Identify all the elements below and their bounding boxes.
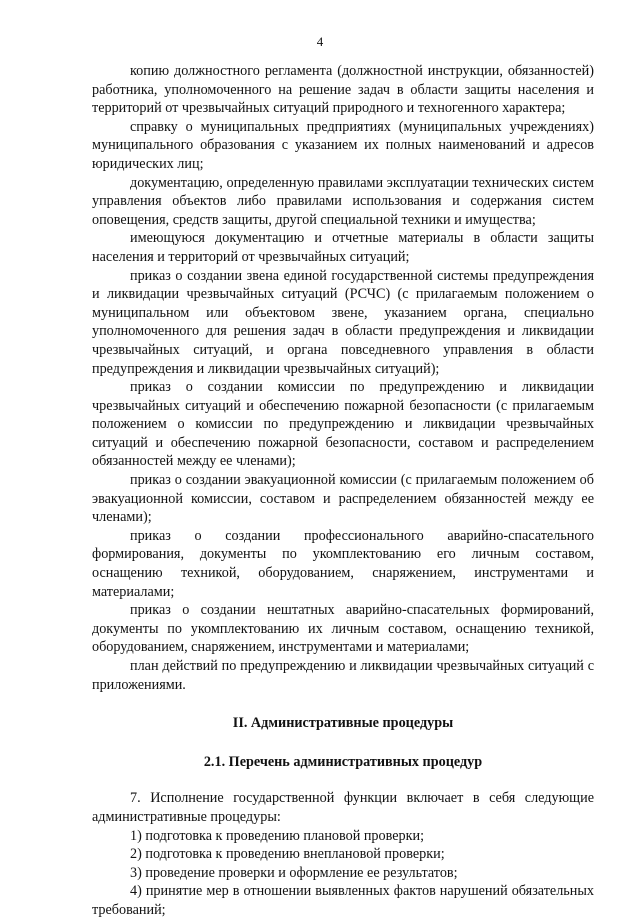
list-item: 1) подготовка к проведению плановой проверки;: [130, 827, 425, 844]
list-item: 2) подготовка к проведению внеплановой проверки;: [130, 846, 445, 863]
paragraph: имеющуюся документацию и отчетные материалы в области защиты населения и территорий от чрезвычайных ситуаций;: [92, 230, 594, 265]
paragraph: приказ о создании профессионального аварийно-спасательного формирования, документы по укомплектованию его личным составом, оснащению техникой, оборудованием, снаряжением, инструментами и материалами;: [92, 527, 594, 600]
page-number: 4: [316, 34, 324, 49]
paragraph: приказ о создании комиссии по предупреждению и ликвидации чрезвычайных ситуаций и обеспечению пожарной безопасности (с прилагаемым положением о комиссии по предупреждению и ликвидации чрезвычайных ситуаций и обеспечению пожарной безопасности, составом и распределением обязанностей между ее членами);: [92, 379, 594, 470]
paragraph: документацию, определенную правилами эксплуатации технических систем управления объектов либо правилами использования и содержания систем оповещения, средств защиты, другой специальной техники и имущества;: [92, 174, 594, 228]
document-body: [92, 62, 594, 920]
subsection-heading: 2.1. Перечень административных процедур: [203, 753, 483, 770]
intro-paragraph: 7. Исполнение государственной функции включает в себя следующие административные процедуры:: [92, 790, 594, 825]
paragraph: приказ о создании звена единой государственной системы предупреждения и ликвидации чрезвычайных ситуаций (РСЧС) (с прилагаемым положением о муниципальном или объектовом звене, указанием органа, специально уполномоченного для решения задач в области предупреждения и ликвидации чрезвычайных ситуаций, и органа повседневного управления в области предупреждения и ликвидации чрезвычайных ситуаций);: [92, 267, 594, 377]
paragraph: справку о муниципальных предприятиях (муниципальных учреждениях) муниципального образования с указанием их полных наименований и адресов юридических лиц;: [92, 118, 594, 172]
section-heading: II. Административные процедуры: [232, 715, 454, 732]
paragraph: план действий по предупреждению и ликвидации чрезвычайных ситуаций с приложениями.: [92, 658, 594, 693]
list-item: 3) проведение проверки и оформление ее результатов;: [130, 864, 458, 881]
paragraph: копию должностного регламента (должностной инструкции, обязанностей) работника, уполномоченного на решение задач в области защиты населения и территорий от чрезвычайных ситуаций природного и техногенного характера;: [92, 63, 594, 117]
paragraph: приказ о создании нештатных аварийно-спасательных формирований, документы по укомплектованию их личным составом, оснащению техникой, оборудованием, снаряжением, инструментами и материалами;: [92, 602, 594, 656]
paragraph: приказ о создании эвакуационной комиссии (с прилагаемым положением об эвакуационной комиссии, составом и распределением обязанностей между ее членами);: [92, 472, 594, 526]
list-item: 4) принятие мер в отношении выявленных фактов нарушений обязательных требований;: [92, 883, 594, 918]
